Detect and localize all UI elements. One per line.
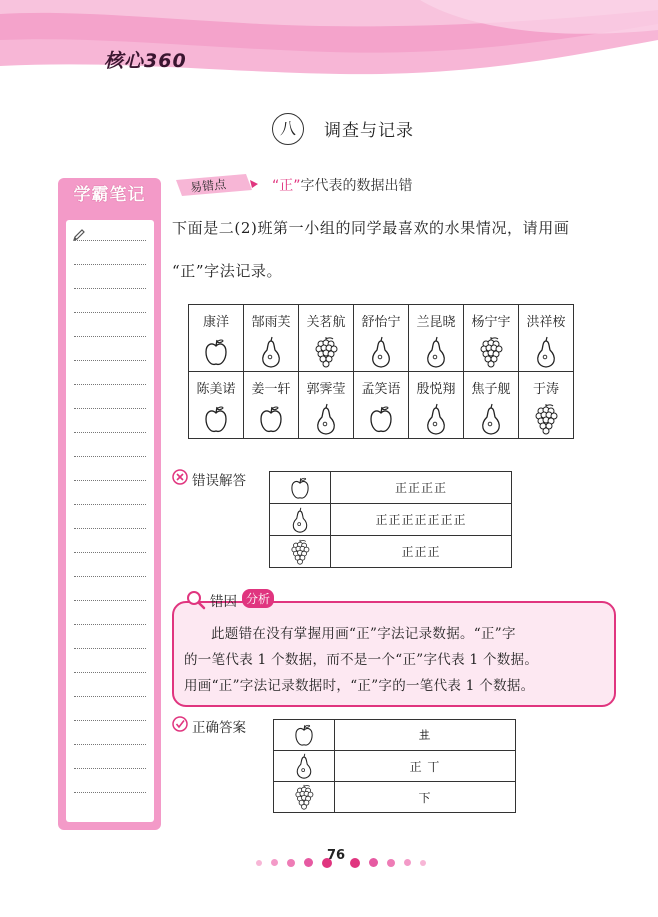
grape-icon [289, 539, 311, 565]
section-heading [272, 175, 413, 195]
pear-icon [258, 336, 284, 368]
chapter-number: 八 [272, 113, 304, 145]
note-line [74, 288, 146, 289]
student-cell [354, 372, 409, 439]
student-name: 杨宁宇 [471, 315, 511, 330]
note-line [74, 312, 146, 313]
note-line [74, 696, 146, 697]
note-line [74, 456, 146, 457]
pear-icon [313, 403, 339, 435]
check-mark-icon [172, 716, 188, 732]
fruit-cell [270, 536, 331, 568]
pear-icon [423, 403, 449, 435]
grape-icon [293, 784, 315, 810]
heading-quote: “正” [272, 178, 301, 194]
header-band [0, 0, 658, 82]
fruit-cell [270, 504, 331, 536]
student-name: 于涛 [532, 382, 559, 397]
student-cell [244, 305, 299, 372]
student-cell [464, 372, 519, 439]
chapter-title: 调查与记录 [324, 121, 414, 141]
student-name: 郭霁莹 [306, 382, 346, 397]
fruit-cell [274, 782, 335, 813]
student-fruit-table [188, 304, 574, 439]
wrong-tally-table [269, 471, 512, 568]
note-line [74, 624, 146, 625]
table-row [274, 782, 516, 813]
apple-icon [368, 403, 394, 435]
table-row [270, 504, 512, 536]
note-line [74, 528, 146, 529]
pear-icon [293, 753, 315, 779]
fruit-cell [274, 751, 335, 782]
tally-cell: 𠀎 [335, 720, 516, 751]
apple-icon [203, 336, 229, 368]
intro-line-1: 下面是二(2)班第一小组的同学最喜欢的水果情况，请用画 [172, 219, 570, 237]
student-cell [519, 305, 574, 372]
student-cell [464, 305, 519, 372]
apple-icon [203, 403, 229, 435]
wrong-answer-label: 错误解答 [192, 473, 246, 489]
student-cell [354, 305, 409, 372]
note-line [74, 240, 146, 241]
table-row [189, 372, 574, 439]
student-name: 舒怡宁 [361, 315, 401, 330]
heading-text: 字代表的数据出错 [300, 178, 413, 194]
pear-icon [533, 336, 559, 368]
analysis-text [184, 621, 604, 699]
student-name: 关茗航 [306, 315, 346, 330]
mistake-tag-label: 易错点 [189, 177, 227, 195]
header-wave [0, 0, 658, 82]
student-name: 郜雨芙 [251, 315, 291, 330]
pear-icon [368, 336, 394, 368]
note-line [74, 336, 146, 337]
footer-dot [404, 859, 411, 866]
grape-icon [478, 336, 504, 368]
analysis-line-2: 的一笔代表 1 个数据，而不是一个“正”字代表 1 个数据。 [184, 652, 539, 668]
footer-decoration [256, 852, 336, 871]
student-cell [299, 305, 354, 372]
apple-icon [289, 475, 311, 501]
student-name: 陈美诺 [196, 382, 236, 397]
student-cell [409, 372, 464, 439]
student-cell [299, 372, 354, 439]
tally-cell: 正正正 [331, 536, 512, 568]
note-line [74, 768, 146, 769]
sidebar-title: 学霸笔记 [73, 185, 146, 205]
note-line [74, 384, 146, 385]
note-line [74, 504, 146, 505]
table-row [274, 751, 516, 782]
student-cell [189, 305, 244, 372]
footer-dot [271, 859, 278, 866]
student-name: 焦子舰 [471, 382, 511, 397]
apple-icon [258, 403, 284, 435]
note-line [74, 552, 146, 553]
fruit-cell [274, 720, 335, 751]
tally-cell: 下 [335, 782, 516, 813]
analysis-line-3: 用画“正”字法记录数据时，“正”字的一笔代表 1 个数据。 [184, 678, 535, 694]
pear-icon [478, 403, 504, 435]
footer-dot [387, 859, 395, 867]
footer-dot [369, 858, 378, 867]
analysis-label-highlight: 分析 [242, 589, 274, 608]
pear-icon [423, 336, 449, 368]
grape-icon [533, 403, 559, 435]
pear-icon [289, 507, 311, 533]
student-name: 兰昆晓 [416, 315, 456, 330]
analysis-label: 错因 [210, 594, 237, 610]
note-line [74, 576, 146, 577]
footer-dot [304, 858, 313, 867]
table-row [270, 472, 512, 504]
student-name: 殷悦翔 [416, 382, 456, 397]
student-name: 孟笑语 [361, 382, 401, 397]
student-name: 洪祥桉 [526, 315, 566, 330]
magnifier-icon [186, 590, 206, 610]
table-row [274, 720, 516, 751]
note-line [74, 672, 146, 673]
footer-dot [287, 859, 295, 867]
table-row [270, 536, 512, 568]
notes-area [66, 220, 154, 822]
tally-cell: 正正正正 [331, 472, 512, 504]
note-line [74, 360, 146, 361]
footer-dot [256, 860, 262, 866]
student-cell [409, 305, 464, 372]
grape-icon [313, 336, 339, 368]
tally-cell: 正正正正正正正 [331, 504, 512, 536]
student-name: 康洋 [202, 315, 229, 330]
note-line [74, 792, 146, 793]
tally-cell: 正 丅 [335, 751, 516, 782]
student-cell [189, 372, 244, 439]
note-line [74, 648, 146, 649]
student-cell [244, 372, 299, 439]
footer-dot [350, 858, 360, 868]
note-line [74, 600, 146, 601]
student-cell [519, 372, 574, 439]
footer-dot [420, 860, 426, 866]
table-row [189, 305, 574, 372]
fruit-cell [270, 472, 331, 504]
note-line [74, 408, 146, 409]
intro-line-2: “正”字法记录。 [172, 262, 283, 280]
note-line [74, 744, 146, 745]
note-line [74, 432, 146, 433]
student-name: 姜一轩 [251, 382, 291, 397]
note-line [74, 264, 146, 265]
footer-decoration [350, 852, 430, 871]
analysis-line-1: 此题错在没有掌握用画“正”字法记录数据。“正”字 [211, 626, 516, 642]
note-line [74, 480, 146, 481]
page-number: 76 [327, 848, 346, 863]
correct-answer-label: 正确答案 [192, 720, 246, 736]
correct-tally-table [273, 719, 516, 813]
brand-logo: 核心360 [104, 50, 187, 72]
cross-mark-icon [172, 469, 188, 485]
apple-icon [293, 722, 315, 748]
note-line [74, 720, 146, 721]
